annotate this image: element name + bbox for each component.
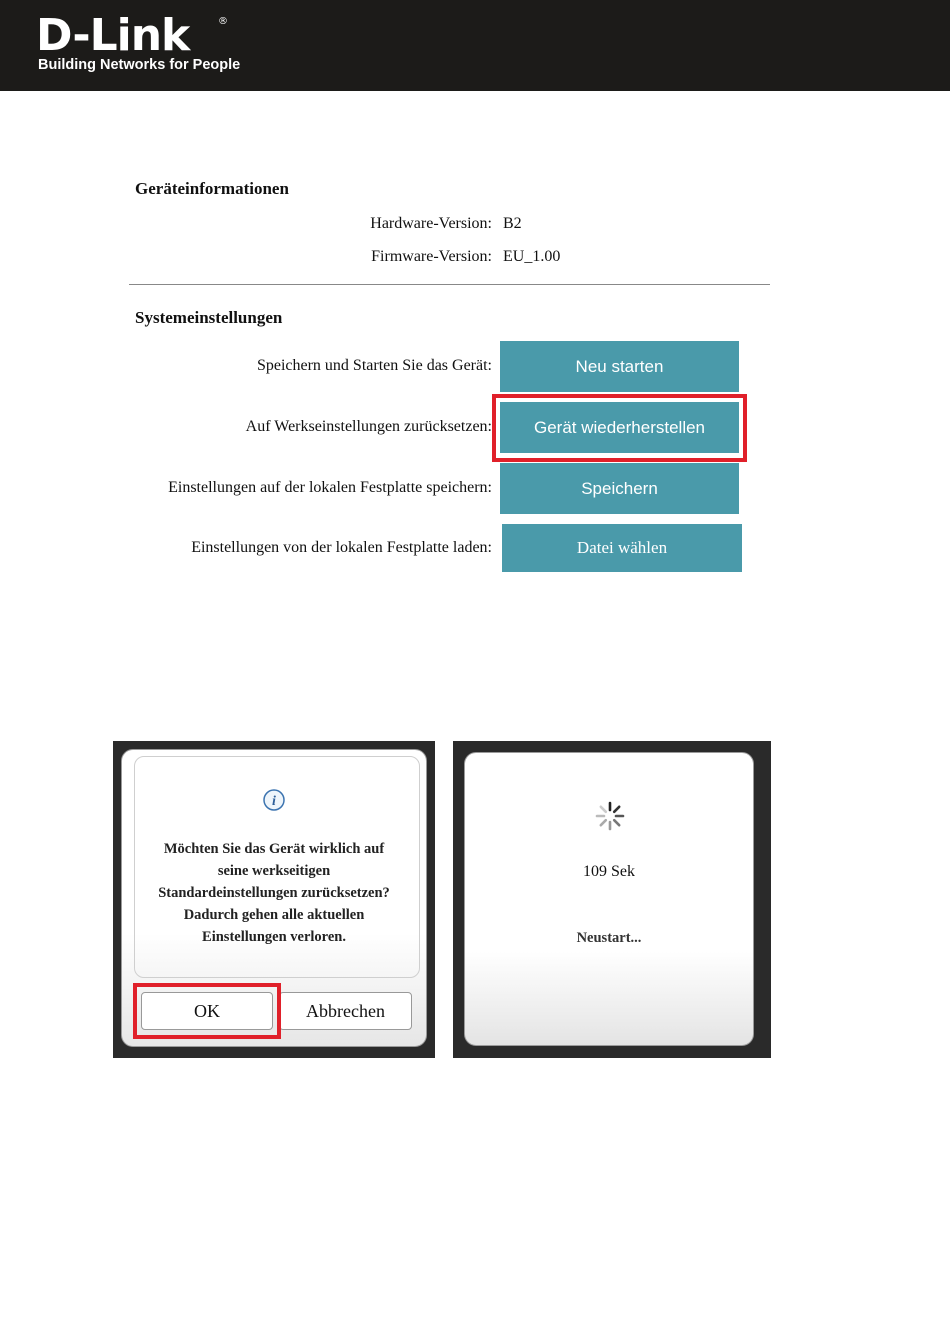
- logo-tagline: Building Networks for People: [38, 57, 241, 73]
- hardware-version-label: Hardware-Version:: [370, 215, 492, 232]
- firmware-version-value: EU_1.00: [503, 248, 561, 265]
- registered-mark: ®: [218, 16, 228, 27]
- info-icon: [263, 789, 285, 811]
- highlight-box: [492, 394, 747, 462]
- hardware-version-value: B2: [503, 215, 522, 232]
- load-settings-label: Einstellungen von der lokalen Festplatte laden:: [191, 539, 492, 556]
- restart-label: Speichern und Starten Sie das Gerät:: [256, 357, 492, 374]
- firmware-version-label: Firmware-Version:: [371, 248, 492, 265]
- save-settings-label: Einstellungen auf der lokalen Festplatte speichern:: [168, 479, 492, 496]
- confirm-message-line: Einstellungen verloren.: [202, 929, 346, 945]
- progress-dialog: [464, 752, 754, 1046]
- ok-button[interactable]: OK: [141, 992, 273, 1030]
- factory-reset-button[interactable]: Gerät wiederherstellen: [500, 402, 739, 453]
- progress-screenshot: [453, 741, 771, 1058]
- header-bar: [0, 0, 950, 91]
- spinner-icon: [594, 800, 626, 832]
- restart-status: Neustart...: [576, 930, 642, 946]
- confirm-message-line: Möchten Sie das Gerät wirklich auf: [163, 841, 385, 857]
- restart-button[interactable]: Neu starten: [500, 341, 739, 392]
- confirm-screenshot: [113, 741, 435, 1058]
- ok-highlight-box: [133, 983, 281, 1039]
- dlink-logo: D-Link: [36, 10, 190, 61]
- confirm-message-line: Dadurch gehen alle aktuellen: [183, 907, 365, 923]
- confirm-message-line: Standardeinstellungen zurücksetzen?: [158, 885, 390, 901]
- countdown-text: 109 Sek: [583, 863, 635, 880]
- confirm-message-line: seine werkseitigen: [217, 863, 331, 879]
- save-settings-button[interactable]: Speichern: [500, 463, 739, 514]
- factory-reset-label: Auf Werkseinstellungen zurücksetzen:: [245, 418, 492, 435]
- cancel-button[interactable]: Abbrechen: [279, 992, 412, 1030]
- system-settings-heading: Systemeinstellungen: [135, 308, 283, 327]
- svg-text:i: i: [272, 794, 276, 809]
- section-divider: [129, 284, 770, 285]
- device-info-heading: Geräteinformationen: [135, 179, 289, 198]
- choose-file-button[interactable]: Datei wählen: [502, 524, 742, 572]
